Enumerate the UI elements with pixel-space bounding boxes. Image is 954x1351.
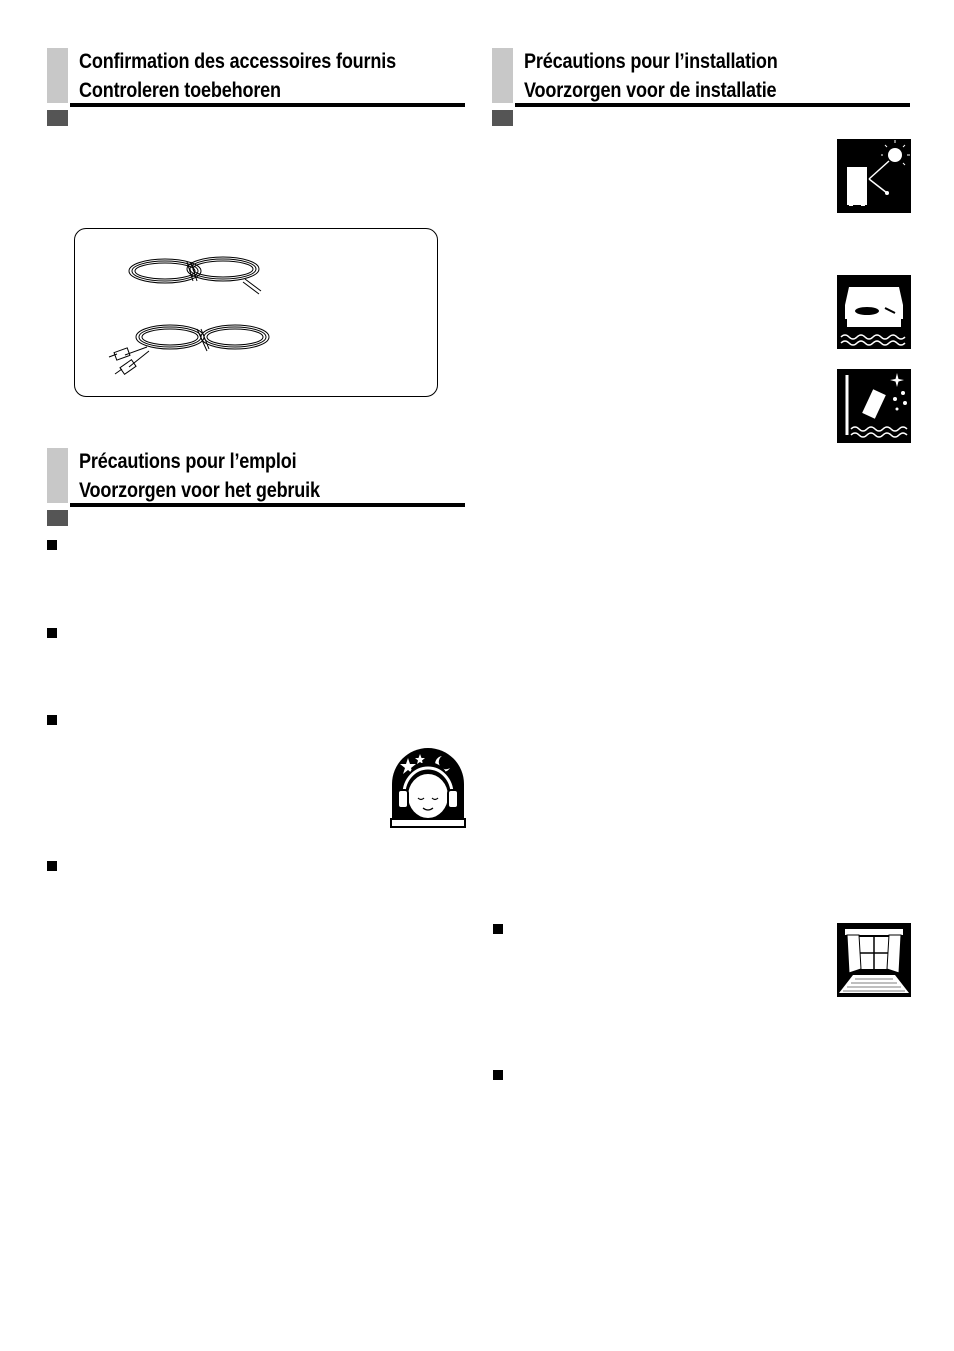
bullet-marker [493, 1070, 503, 1080]
section-title-fr: Confirmation des accessoires fournis [79, 50, 396, 73]
bullet-marker [47, 540, 57, 550]
section-heading-usage [47, 448, 465, 528]
section-title-nl: Controleren toebehoren [79, 79, 281, 102]
heading-marker [47, 510, 68, 526]
heading-bar [47, 448, 68, 503]
section-title-nl: Voorzorgen voor het gebruik [79, 479, 320, 502]
bullet-marker [47, 861, 57, 871]
bullet-marker [493, 924, 503, 934]
section-title [79, 447, 320, 505]
humidity-dust-icon [837, 369, 911, 443]
bullet-marker [47, 628, 57, 638]
section-title [524, 47, 778, 105]
heading-bar [492, 48, 513, 103]
heading-bar [47, 48, 68, 103]
accessories-box [74, 228, 438, 397]
section-title-fr: Précautions pour l’installation [524, 50, 778, 73]
section-title-nl: Voorzorgen voor de installatie [524, 79, 777, 102]
rca-cable-icon [109, 325, 269, 374]
heading-marker [47, 110, 68, 126]
sunlight-icon [837, 139, 911, 213]
section-heading-accessories [47, 48, 465, 128]
section-heading-installation [492, 48, 910, 128]
section-title-fr: Précautions pour l’emploi [79, 450, 297, 473]
accessories-illustration [75, 229, 437, 396]
curtain-window-icon [837, 923, 911, 997]
section-title [79, 47, 396, 105]
speaker-cable-icon [129, 257, 261, 294]
bullet-marker [47, 715, 57, 725]
heading-marker [492, 110, 513, 126]
headphones-night-icon [390, 748, 466, 828]
turntable-vibration-icon [837, 275, 911, 349]
